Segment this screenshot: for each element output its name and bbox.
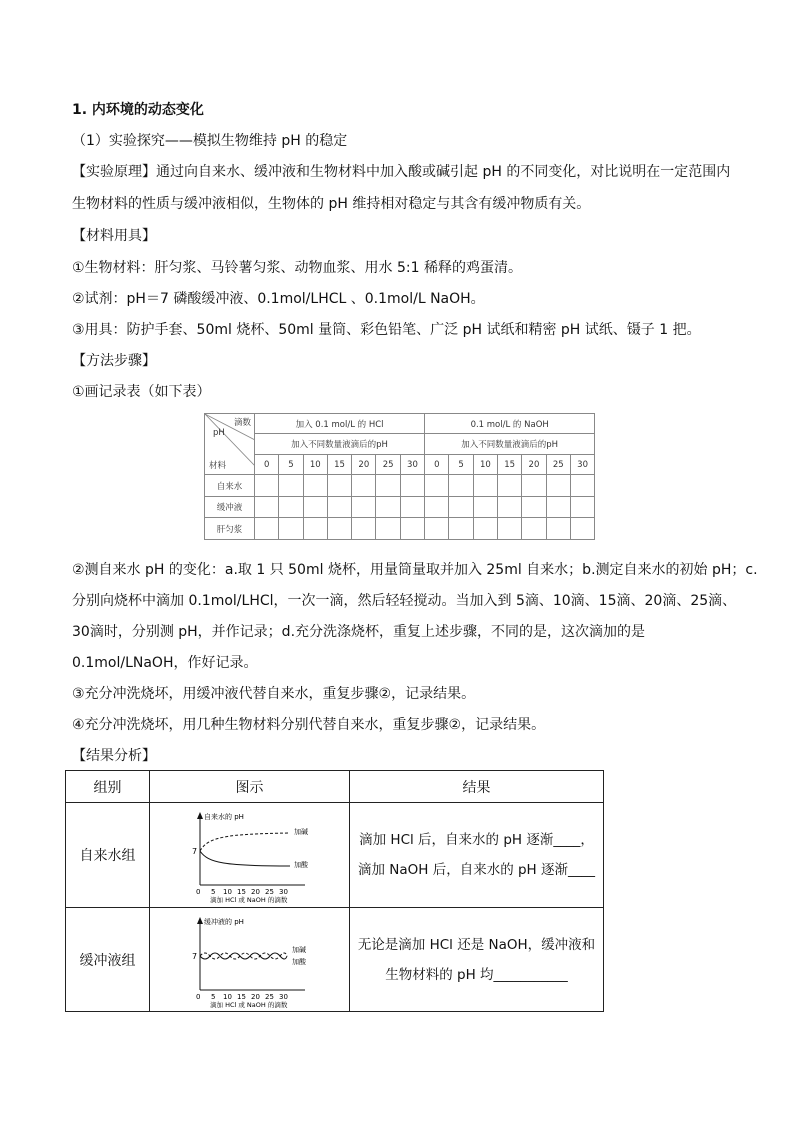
tapwater-result-line-2: 滴加 NaOH 后，自来水的 pH 逐渐____ [357, 862, 596, 878]
result-header-row [66, 771, 604, 803]
method-title: 【方法步骤】 [72, 353, 156, 369]
drop-cell: 20 [352, 454, 376, 474]
drop-cell: 25 [376, 454, 400, 474]
x-axis-label: 滴加 HCl 或 NaOH 的滴数 [209, 1000, 287, 1008]
buffer-result [350, 908, 604, 1012]
drop-cell: 20 [522, 454, 546, 474]
hcl-header: 加入 0.1 mol/L 的 HCl [255, 414, 425, 434]
group-tapwater: 自来水组 [66, 803, 150, 908]
chart-title: 自来水的 pH [203, 813, 244, 821]
x-tick: 15 [236, 888, 246, 896]
drop-cell: 10 [473, 454, 497, 474]
corner-material-label: 材料 [209, 461, 227, 472]
x-tick: 5 [210, 888, 215, 896]
tapwater-chart-cell [150, 803, 350, 908]
y-axis-arrow [197, 812, 203, 819]
base-label: 加碱 [291, 945, 306, 954]
buffer-chart-cell [150, 908, 350, 1012]
drop-cell: 25 [546, 454, 570, 474]
material-2: ②试剂：pH＝7 磷酸缓冲液、0.1mol/LHCL 、0.1mol/L NaOH。 [72, 291, 485, 307]
table-corner-cell [205, 414, 255, 475]
acid-curve [200, 851, 290, 866]
subheading: （1）实验探究——模拟生物维持 pH 的稳定 [72, 133, 348, 149]
principle-line-2: 生物材料的性质与缓冲液相似，生物体的 pH 维持相对稳定与其含有缓冲物质有关。 [72, 196, 591, 212]
step-2-line-1: ②测自来水 pH 的变化：a.取 1 只 50ml 烧杯，用量筒量取并加入 25ml 自来水；b.测定自来水的初始 pH；c. [72, 562, 758, 578]
hcl-subheader: 加入不同数量液滴后的pH [255, 434, 425, 454]
row-label: 肝匀浆 [205, 518, 255, 540]
drop-cell: 5 [279, 454, 303, 474]
base-prefix: 加 [293, 828, 301, 836]
group-buffer: 缓冲液组 [66, 908, 150, 1012]
step-2-line-2: 分别向烧杯中滴加 0.1mol/LHCl，一次一滴，然后轻轻搅动。当加入到 5滴、10滴、15滴、20滴、25滴、 [72, 593, 737, 609]
table-row [205, 496, 595, 518]
x-tick: 20 [250, 888, 260, 896]
buffer-chart [180, 912, 320, 1008]
drop-cell: 30 [400, 454, 424, 474]
x-axis-label: 滴加 HCl 或 NaOH 的滴数 [209, 896, 287, 903]
section-heading: 1. 内环境的动态变化 [72, 102, 204, 118]
tapwater-chart [180, 807, 320, 903]
header-result: 结果 [350, 771, 604, 803]
drops-row [205, 454, 595, 474]
x-tick: 0 [195, 992, 200, 1001]
row-label: 自来水 [205, 475, 255, 497]
drop-cell: 30 [570, 454, 594, 474]
y-axis-arrow [197, 917, 203, 924]
naoh-subheader: 加入不同数量液滴后的pH [425, 434, 595, 454]
table-row [66, 803, 604, 908]
x-tick: 0 [195, 888, 200, 896]
step-2-line-3: 30滴时，分别测 pH，并作记录；d.充分洗涤烧杯，重复上述步骤，不同的是，这次滴加的是 [72, 624, 646, 640]
x-tick: 25 [264, 888, 274, 896]
x-tick: 15 [236, 992, 246, 1001]
acid-label: 加酸 [291, 957, 306, 966]
table-row [205, 518, 595, 540]
drop-cell: 0 [425, 454, 449, 474]
y-tick-7: 7 [191, 951, 197, 961]
record-table [204, 413, 595, 540]
x-tick: 30 [278, 888, 288, 896]
x-tick: 25 [264, 992, 274, 1001]
x-tick: 10 [222, 992, 232, 1001]
drop-cell: 0 [255, 454, 279, 474]
base-label: 碱 [300, 828, 308, 836]
corner-drops-label: 滴数 [233, 418, 251, 428]
x-tick: 30 [278, 992, 288, 1001]
step-3: ③充分冲洗烧坏，用缓冲液代替自来水，重复步骤②，记录结果。 [72, 686, 476, 702]
drop-cell: 5 [449, 454, 473, 474]
naoh-header: 0.1 mol/L 的 NaOH [425, 414, 595, 434]
x-tick: 20 [250, 992, 260, 1001]
table-row [66, 908, 604, 1012]
corner-ph-label: pH [213, 428, 225, 438]
materials-title: 【材料用具】 [72, 228, 156, 244]
step-1: ①画记录表（如下表） [72, 384, 211, 400]
material-1: ①生物材料：肝匀浆、马铃薯匀浆、动物血浆、用水 5:1 稀释的鸡蛋清。 [72, 260, 522, 276]
y-tick-7: 7 [191, 847, 197, 856]
table-row [205, 475, 595, 497]
x-tick: 10 [222, 888, 232, 896]
principle-line-1: 【实验原理】通过向自来水、缓冲液和生物材料中加入酸或碱引起 pH 的不同变化，对比说明在一定范围内 [72, 164, 731, 180]
drop-cell: 10 [303, 454, 327, 474]
step-4: ④充分冲洗烧坏，用几种生物材料分别代替自来水，重复步骤②，记录结果。 [72, 717, 546, 733]
material-3: ③用具：防护手套、50ml 烧杯、50ml 量筒、彩色铅笔、广泛 pH 试纸和精密 pH 试纸、镊子 1 把。 [72, 322, 701, 338]
base-curve [200, 833, 290, 851]
buffer-result-line-1: 无论是滴加 HCl 还是 NaOH，缓冲液和 [357, 936, 596, 953]
tapwater-result-line-1: 滴加 HCl 后，自来水的 pH 逐渐____， [359, 832, 594, 848]
header-chart: 图示 [150, 771, 350, 803]
buffer-result-line-2: 生物材料的 pH 均___________ [385, 966, 568, 983]
acid-label: 加酸 [293, 861, 308, 869]
row-label: 缓冲液 [205, 496, 255, 518]
header-group: 组别 [66, 771, 150, 803]
chart-title: 缓冲液的 pH [203, 917, 244, 926]
result-table [65, 770, 604, 1012]
drop-cell: 15 [327, 454, 351, 474]
x-tick: 5 [210, 992, 215, 1001]
tapwater-result [350, 803, 604, 908]
result-title: 【结果分析】 [72, 748, 156, 764]
step-2-line-4: 0.1mol/LNaOH，作好记录。 [72, 655, 258, 671]
drop-cell: 15 [498, 454, 522, 474]
